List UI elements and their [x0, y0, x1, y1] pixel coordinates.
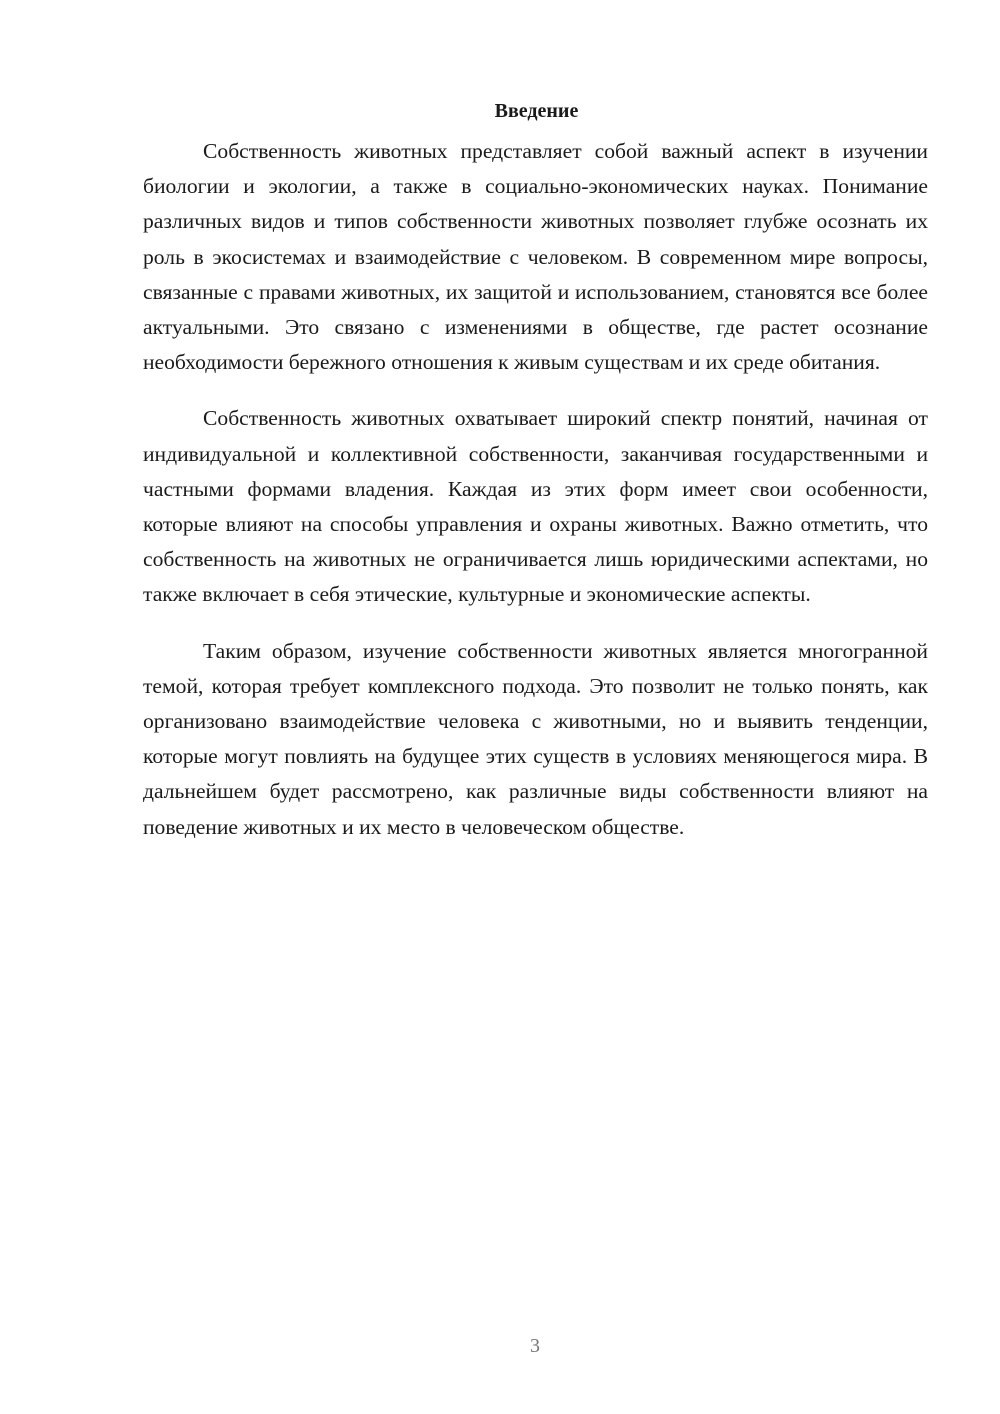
paragraph: Собственность животных охватывает широкий спектр понятий, начиная от индивидуальной и коллективной собственности, заканчивая государственными и частными формами владения. Каждая из этих форм имеет свои особенности, которые влияют на способы управления и охраны животных. Важно отметить, что собственность на животных не ограничивается лишь юридическими аспектами, но также включает в себя этические, культурные и экономические аспекты.	[143, 406, 928, 607]
page-content	[143, 94, 928, 845]
paragraph: Таким образом, изучение собственности животных является многогранной темой, которая требует комплексного подхода. Это позволит не только понять, как организовано взаимодействие человека с животными, но и выявить тенденции, которые могут повлиять на будущее этих существ в условиях меняющегося мира. В дальнейшем будет рассмотрено, как различные виды собственности влияют на поведение животных и их место в человеческом обществе.	[143, 638, 928, 839]
page-number: 3	[530, 1335, 540, 1357]
section-heading: Введение	[494, 100, 579, 122]
paragraph: Собственность животных представляет собой важный аспект в изучении биологии и экологии, а также в социально-экономических науках. Понимание различных видов и типов собственности животных позволяет глубже осознать их роль в экосистемах и взаимодействие с человеком. В современном мире вопросы, связанные с правами животных, их защитой и использованием, становятся все более актуальными. Это связано с изменениями в обществе, где растет осознание необходимости бережного отношения к живым существам и их среде обитания.	[143, 139, 928, 375]
